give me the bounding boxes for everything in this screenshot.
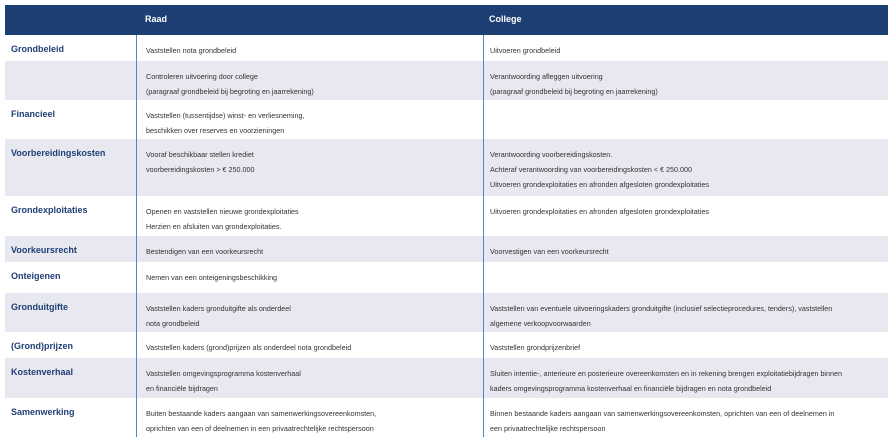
cell-raad	[136, 139, 483, 196]
cell-line: nota grondbeleid	[146, 319, 200, 328]
cell-line: oprichten van een of deelnemen in een privaatrechtelijke rechtspersoon	[146, 424, 374, 433]
cell-line: algemene verkoopvoorwaarden	[490, 319, 591, 328]
cell-line: Vaststellen omgevingsprogramma kostenverhaal	[146, 369, 301, 378]
table-row	[5, 196, 888, 236]
cell-line: voorbereidingskosten > € 250.000	[146, 165, 255, 174]
cell-raad	[136, 293, 483, 332]
row-topic: Onteigenen	[11, 271, 61, 281]
cell-line: een privaatrechtelijke rechtspersoon	[490, 424, 606, 433]
cell-line: Uitvoeren grondexploitaties en afronden afgesloten grondexploitaties	[490, 180, 709, 189]
cell-line: (paragraaf grondbeleid bij begroting en jaarrekening)	[490, 87, 658, 96]
table-row	[5, 139, 888, 196]
cell-college	[483, 398, 888, 437]
table-row	[5, 293, 888, 332]
cell-line: Vooraf beschikbaar stellen krediet	[146, 150, 254, 159]
cell-line: Verantwoording afleggen uitvoering	[490, 72, 603, 81]
cell-line: Openen en vaststellen nieuwe grondexploitaties	[146, 207, 299, 216]
cell-college	[483, 61, 888, 100]
table-row	[5, 358, 888, 398]
cell-line: Buiten bestaande kaders aangaan van samenwerkingsovereenkomsten,	[146, 409, 377, 418]
row-topic: (Grond)prijzen	[11, 341, 73, 351]
cell-line: Controleren uitvoering door college	[146, 72, 258, 81]
cell-raad	[136, 398, 483, 437]
cell-college	[483, 100, 888, 139]
cell-line: kaders omgevingsprogramma kostenverhaal en financiële bijdragen en nota grondbeleid	[490, 384, 772, 393]
cell-line: Binnen bestaande kaders aangaan van samenwerkingsovereenkomsten, oprichten van een of deelnemen in	[490, 409, 835, 418]
cell-line: Voorvestigen van een voorkeursrecht	[490, 247, 609, 256]
cell-college	[483, 293, 888, 332]
row-topic: Grondbeleid	[11, 44, 65, 54]
cell-line: beschikken over reserves en voorzieningen	[146, 126, 285, 135]
cell-raad	[136, 358, 483, 398]
cell-line: en financiële bijdragen	[146, 384, 218, 393]
cell-line: Nemen van een onteigeningsbeschikking	[146, 273, 278, 282]
table-row	[5, 35, 888, 61]
row-topic: Gronduitgifte	[11, 302, 68, 312]
cell-college	[483, 196, 888, 236]
cell-line: Uitvoeren grondbeleid	[490, 46, 561, 55]
row-topic: Voorbereidingskosten	[11, 148, 106, 158]
table-row	[5, 262, 888, 293]
cell-raad	[136, 35, 483, 61]
cell-raad	[136, 236, 483, 262]
table-row	[5, 398, 888, 437]
table-body	[5, 35, 888, 437]
table-row	[5, 100, 888, 139]
cell-line: Vaststellen van eventuele uitvoeringskaders gronduitgifte (inclusief selectieprocedures, tenders), vaststellen	[490, 304, 833, 313]
cell-line: Vaststellen kaders gronduitgifte als onderdeel	[146, 304, 291, 313]
cell-raad	[136, 196, 483, 236]
responsibilities-table	[5, 5, 888, 437]
row-topic: Samenwerking	[11, 407, 75, 417]
cell-line: Verantwoording voorbereidingskosten.	[490, 150, 613, 159]
table-row	[5, 61, 888, 100]
cell-line: Herzien en afsluiten van grondexploitaties.	[146, 222, 282, 231]
cell-raad	[136, 61, 483, 100]
row-topic: Kostenverhaal	[11, 367, 74, 377]
header-college: College	[489, 14, 522, 24]
cell-college	[483, 139, 888, 196]
row-topic: Grondexploitaties	[11, 205, 88, 215]
cell-college	[483, 236, 888, 262]
table-row	[5, 236, 888, 262]
cell-college	[483, 332, 888, 358]
cell-line: Bestendigen van een voorkeursrecht	[146, 247, 264, 256]
cell-college	[483, 35, 888, 61]
cell-line: Uitvoeren grondexploitaties en afronden afgesloten grondexploitaties	[490, 207, 709, 216]
cell-line: Vaststellen kaders (grond)prijzen als onderdeel nota grondbeleid	[146, 343, 352, 352]
cell-line: Sluiten intentie-, anterieure en posterieure overeenkomsten en in rekening brengen exploitatiebijdragen binnen	[490, 369, 843, 378]
cell-college	[483, 262, 888, 293]
row-topic: Financieel	[11, 109, 56, 119]
cell-line: (paragraaf grondbeleid bij begroting en jaarrekening)	[146, 87, 314, 96]
cell-college	[483, 358, 888, 398]
header-raad: Raad	[145, 14, 168, 24]
cell-line: Vaststellen nota grondbeleid	[146, 46, 237, 55]
cell-raad	[136, 262, 483, 293]
header-topic	[5, 5, 136, 35]
cell-raad	[136, 332, 483, 358]
table-row	[5, 332, 888, 358]
table-header	[5, 5, 888, 35]
row-topic	[5, 61, 136, 100]
cell-line: Vaststellen grondprijzenbrief	[490, 343, 581, 352]
cell-line: Vaststellen (tussentijdse) winst- en verliesneming,	[146, 111, 305, 120]
row-topic: Voorkeursrecht	[11, 245, 77, 255]
cell-raad	[136, 100, 483, 139]
cell-line: Achteraf verantwoording van voorbereidingskosten < € 250.000	[490, 165, 692, 174]
